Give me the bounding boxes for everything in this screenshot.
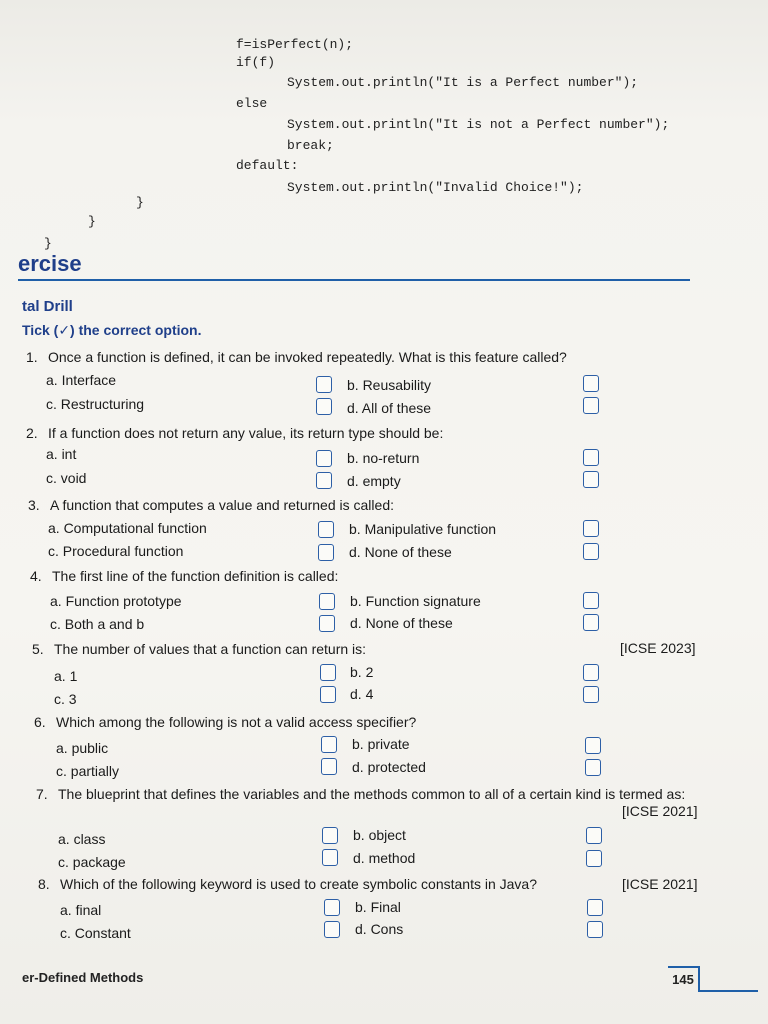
code-line: System.out.println("Invalid Choice!"); (287, 180, 584, 195)
option: d. protected (352, 759, 426, 775)
checkbox[interactable] (583, 686, 599, 703)
checkbox[interactable] (583, 375, 599, 392)
code-line: } (136, 195, 144, 210)
option: b. private (352, 736, 410, 752)
option: c. Restructuring (46, 396, 145, 412)
question (36, 786, 685, 802)
checkbox[interactable] (583, 397, 599, 414)
checkbox[interactable] (321, 758, 337, 775)
option: a. Computational function (48, 520, 207, 536)
checkbox[interactable] (583, 471, 599, 488)
option: a. 1 (54, 668, 78, 684)
chapter-footer: er-Defined Methods (22, 970, 144, 985)
option: b. 2 (350, 664, 374, 680)
option: a. int (46, 446, 77, 462)
code-line: } (44, 236, 52, 251)
option: d. empty (347, 473, 401, 489)
checkbox[interactable] (316, 376, 332, 393)
option: d. None of these (350, 615, 453, 631)
checkbox[interactable] (321, 736, 337, 753)
question-text: Which among the following is not a valid access specifier? (56, 714, 417, 730)
option: c. partially (56, 763, 120, 779)
option: d. None of these (349, 544, 452, 560)
code-line: System.out.println("It is a Perfect number"); (287, 75, 639, 90)
option: b. no-return (347, 450, 420, 466)
question-text: If a function does not return any value, its return type should be: (48, 425, 444, 441)
checkbox[interactable] (583, 664, 599, 681)
checkbox[interactable] (320, 664, 336, 681)
exam-tag: [ICSE 2023] (620, 640, 696, 656)
checkbox[interactable] (587, 921, 603, 938)
question-text: Once a function is defined, it can be invoked repeatedly. What is this feature called? (48, 349, 567, 365)
question-number: 8. (38, 876, 50, 892)
checkbox[interactable] (586, 827, 602, 844)
heading-divider (18, 279, 690, 281)
question (26, 425, 443, 441)
option: c. package (58, 854, 126, 870)
question (28, 497, 394, 513)
checkbox[interactable] (324, 899, 340, 916)
code-line: default: (236, 158, 299, 173)
question-number: 5. (32, 641, 44, 657)
question-number: 1. (26, 349, 38, 365)
question-number: 7. (36, 786, 48, 802)
question-text: Which of the following keyword is used to create symbolic constants in Java? (60, 876, 538, 892)
question-number: 6. (34, 714, 46, 730)
code-line: else (236, 96, 268, 111)
checkbox[interactable] (320, 686, 336, 703)
page-number-rule (698, 990, 758, 992)
checkbox[interactable] (587, 899, 603, 916)
code-line: break; (287, 138, 334, 153)
checkbox[interactable] (586, 850, 602, 867)
checkbox[interactable] (583, 520, 599, 537)
question (34, 714, 416, 730)
question-text: The first line of the function definition is called: (52, 568, 339, 584)
checkbox[interactable] (318, 544, 334, 561)
checkbox[interactable] (583, 543, 599, 560)
instruction-text: Tick (✓) the correct option. (22, 322, 202, 338)
exam-tag: [ICSE 2021] (622, 803, 698, 819)
code-line: } (88, 214, 96, 229)
option: b. Reusability (347, 377, 432, 393)
option: c. void (46, 470, 87, 486)
option: a. class (58, 831, 106, 847)
checkbox[interactable] (316, 472, 332, 489)
checkbox[interactable] (585, 737, 601, 754)
checkbox[interactable] (322, 849, 338, 866)
checkbox[interactable] (324, 921, 340, 938)
question-text: The number of values that a function can return is: (54, 641, 367, 657)
option: c. Procedural function (48, 543, 184, 559)
option: b. Function signature (350, 593, 481, 609)
option: a. final (60, 902, 102, 918)
section-subheading: tal Drill (22, 298, 73, 315)
option: b. object (353, 827, 406, 843)
checkbox[interactable] (583, 614, 599, 631)
option: d. All of these (347, 400, 432, 416)
question-number: 2. (26, 425, 38, 441)
option: a. public (56, 740, 109, 756)
option: c. Both a and b (50, 616, 145, 632)
checkbox[interactable] (319, 593, 335, 610)
checkbox[interactable] (583, 449, 599, 466)
option: d. method (353, 850, 416, 866)
question-text: A function that computes a value and returned is called: (50, 497, 394, 513)
checkbox[interactable] (316, 398, 332, 415)
option: c. Constant (60, 925, 131, 941)
option: a. Function prototype (50, 593, 182, 609)
section-heading: ercise (18, 251, 82, 276)
code-line: if(f) (236, 55, 276, 70)
option: b. Manipulative function (349, 521, 497, 537)
exam-tag: [ICSE 2021] (622, 876, 698, 892)
checkbox[interactable] (585, 759, 601, 776)
question (26, 349, 567, 365)
question-number: 3. (28, 497, 40, 513)
page-number: 145 (668, 966, 700, 992)
code-line: System.out.println("It is not a Perfect number"); (287, 117, 670, 132)
code-line: f=isPerfect(n); (236, 37, 354, 52)
question (38, 876, 537, 892)
checkbox[interactable] (319, 615, 335, 632)
option: b. Final (355, 899, 401, 915)
checkbox[interactable] (583, 592, 599, 609)
option: d. Cons (355, 921, 404, 937)
option: c. 3 (54, 691, 77, 707)
checkbox[interactable] (316, 450, 332, 467)
checkbox[interactable] (322, 827, 338, 844)
option: d. 4 (350, 686, 374, 702)
question (32, 641, 366, 657)
option: a. Interface (46, 372, 117, 388)
checkbox[interactable] (318, 521, 334, 538)
question-text: The blueprint that defines the variables and the methods common to all of a certain kind is termed as: (58, 786, 686, 802)
question-number: 4. (30, 568, 42, 584)
question (30, 568, 338, 584)
